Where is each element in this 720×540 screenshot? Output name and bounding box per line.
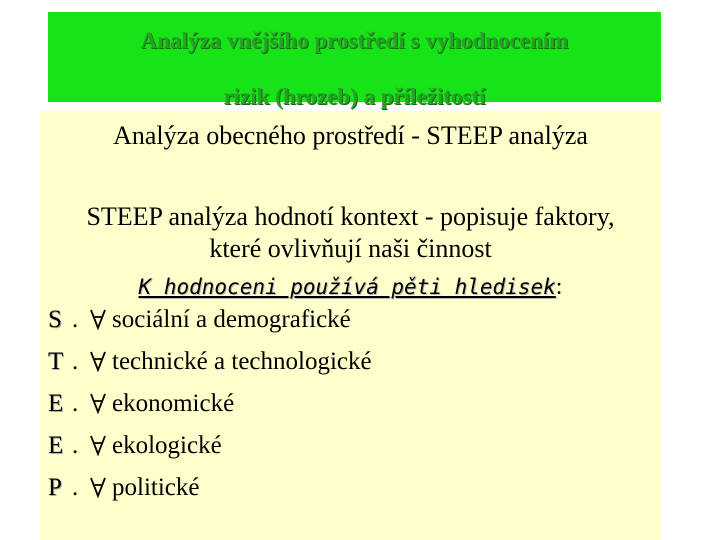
method-statement (40, 271, 661, 303)
for-all-icon (88, 434, 108, 456)
factor-letter: S (48, 306, 62, 333)
slide-title-line-1: Analýza vnějšího prostředí s vyhodnocením (140, 28, 569, 53)
intro-paragraph (40, 201, 661, 265)
factor-letter: P (48, 474, 62, 501)
title-banner (48, 12, 661, 109)
intro-line-1: STEEP analýza hodnotí kontext - popisuje faktory, (86, 202, 615, 231)
method-colon: : (555, 274, 563, 300)
factor-dot: . (72, 474, 79, 501)
factor-item-technical (48, 348, 648, 390)
for-all-icon (88, 350, 108, 372)
factor-list (48, 306, 648, 516)
factor-dot: . (72, 306, 79, 333)
factor-dot: . (72, 390, 79, 417)
factor-letter: E (48, 432, 64, 459)
intro-line-2: které ovlivňují naši činnost (209, 234, 492, 263)
slide-title-line-2: rizik (hrozeb) a příležitostí (223, 84, 486, 109)
for-all-icon (88, 308, 108, 330)
factor-dot: . (72, 432, 79, 459)
content-panel (40, 111, 661, 540)
factor-text: politické (112, 474, 200, 501)
factor-text: ekologické (112, 432, 222, 459)
factor-letter: T (48, 348, 64, 375)
method-text: K hodnoceni používá pěti hledisek (138, 275, 556, 299)
factor-item-economic (48, 390, 648, 432)
factor-text: technické a technologické (112, 348, 372, 375)
factor-text: sociální a demografické (112, 306, 351, 333)
factor-letter: E (48, 390, 64, 417)
factor-dot: . (72, 348, 79, 375)
factor-item-ecological (48, 432, 648, 474)
for-all-icon (88, 476, 108, 498)
factor-item-political (48, 474, 648, 516)
slide-subtitle: Analýza obecného prostředí - STEEP analýza (113, 121, 588, 150)
factor-item-social (48, 306, 648, 348)
factor-text: ekonomické (112, 390, 235, 417)
for-all-icon (88, 392, 108, 414)
